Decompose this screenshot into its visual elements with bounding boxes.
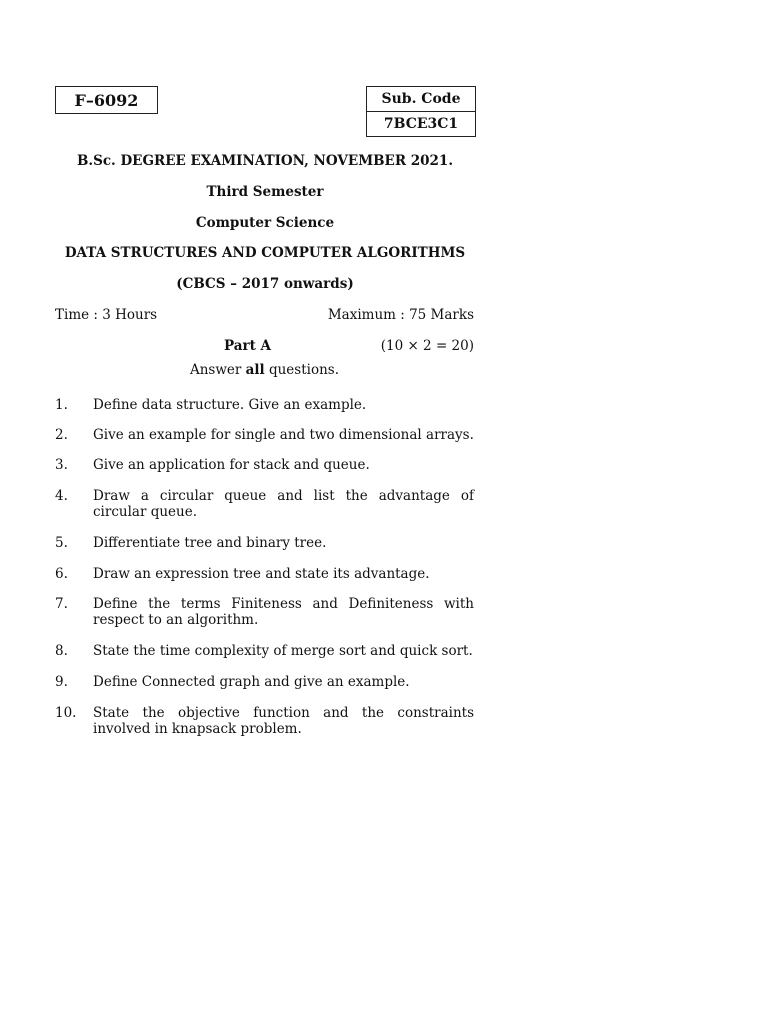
question-number: 2. xyxy=(55,427,68,443)
paper-code: F–6092 xyxy=(74,90,139,110)
question-text: State the objective function and the constraints involved in knapsack problem. xyxy=(93,705,474,737)
semester-title: Third Semester xyxy=(206,184,324,200)
exam-meta-row xyxy=(55,307,474,323)
department-title: Computer Science xyxy=(195,215,335,231)
question-text: Differentiate tree and binary tree. xyxy=(93,535,327,551)
subject-title: DATA STRUCTURES AND COMPUTER ALGORITHMS xyxy=(64,245,466,261)
paper-code-box xyxy=(55,86,158,114)
question-number: 9. xyxy=(55,674,68,690)
part-a-instruction xyxy=(55,362,474,378)
maximum-marks: Maximum : 75 Marks xyxy=(327,307,474,323)
question-number: 6. xyxy=(55,566,68,582)
question-item xyxy=(55,535,474,551)
question-text: Draw a circular queue and list the advantage of circular queue. xyxy=(93,488,474,520)
scheme-title: (CBCS – 2017 onwards) xyxy=(176,276,354,292)
question-number: 4. xyxy=(55,488,68,504)
question-text: Define data structure. Give an example. xyxy=(93,397,367,413)
question-number: 5. xyxy=(55,535,68,551)
question-text: State the time complexity of merge sort and quick sort. xyxy=(93,643,473,659)
question-item xyxy=(55,566,474,582)
instruction-emphasis: all xyxy=(245,362,265,378)
time-allowed: Time : 3 Hours xyxy=(55,307,158,323)
question-text: Give an application for stack and queue. xyxy=(93,457,370,473)
sub-code-value: 7BCE3C1 xyxy=(367,111,475,136)
part-a-marks: (10 × 2 = 20) xyxy=(380,338,474,354)
question-item xyxy=(55,427,474,443)
question-item xyxy=(55,457,474,473)
question-text: Define Connected graph and give an example. xyxy=(93,674,410,690)
question-number: 1. xyxy=(55,397,68,413)
question-item xyxy=(55,488,474,520)
question-number: 7. xyxy=(55,596,68,612)
instruction-prefix: Answer xyxy=(189,362,246,378)
question-item xyxy=(55,596,474,628)
question-item xyxy=(55,643,474,659)
question-item xyxy=(55,397,474,413)
sub-code-table xyxy=(366,86,476,137)
instruction-suffix: questions. xyxy=(264,362,340,378)
question-text: Define the terms Finiteness and Definiteness with respect to an algorithm. xyxy=(93,596,474,628)
question-text: Give an example for single and two dimensional arrays. xyxy=(93,427,474,443)
part-a-title: Part A xyxy=(223,338,272,354)
question-text: Draw an expression tree and state its advantage. xyxy=(93,566,430,582)
question-number: 8. xyxy=(55,643,68,659)
question-item xyxy=(55,705,474,737)
sub-code-label: Sub. Code xyxy=(381,91,461,107)
question-item xyxy=(55,674,474,690)
question-number: 10. xyxy=(55,705,77,721)
exam-title: B.Sc. DEGREE EXAMINATION, NOVEMBER 2021. xyxy=(76,153,454,169)
question-number: 3. xyxy=(55,457,68,473)
